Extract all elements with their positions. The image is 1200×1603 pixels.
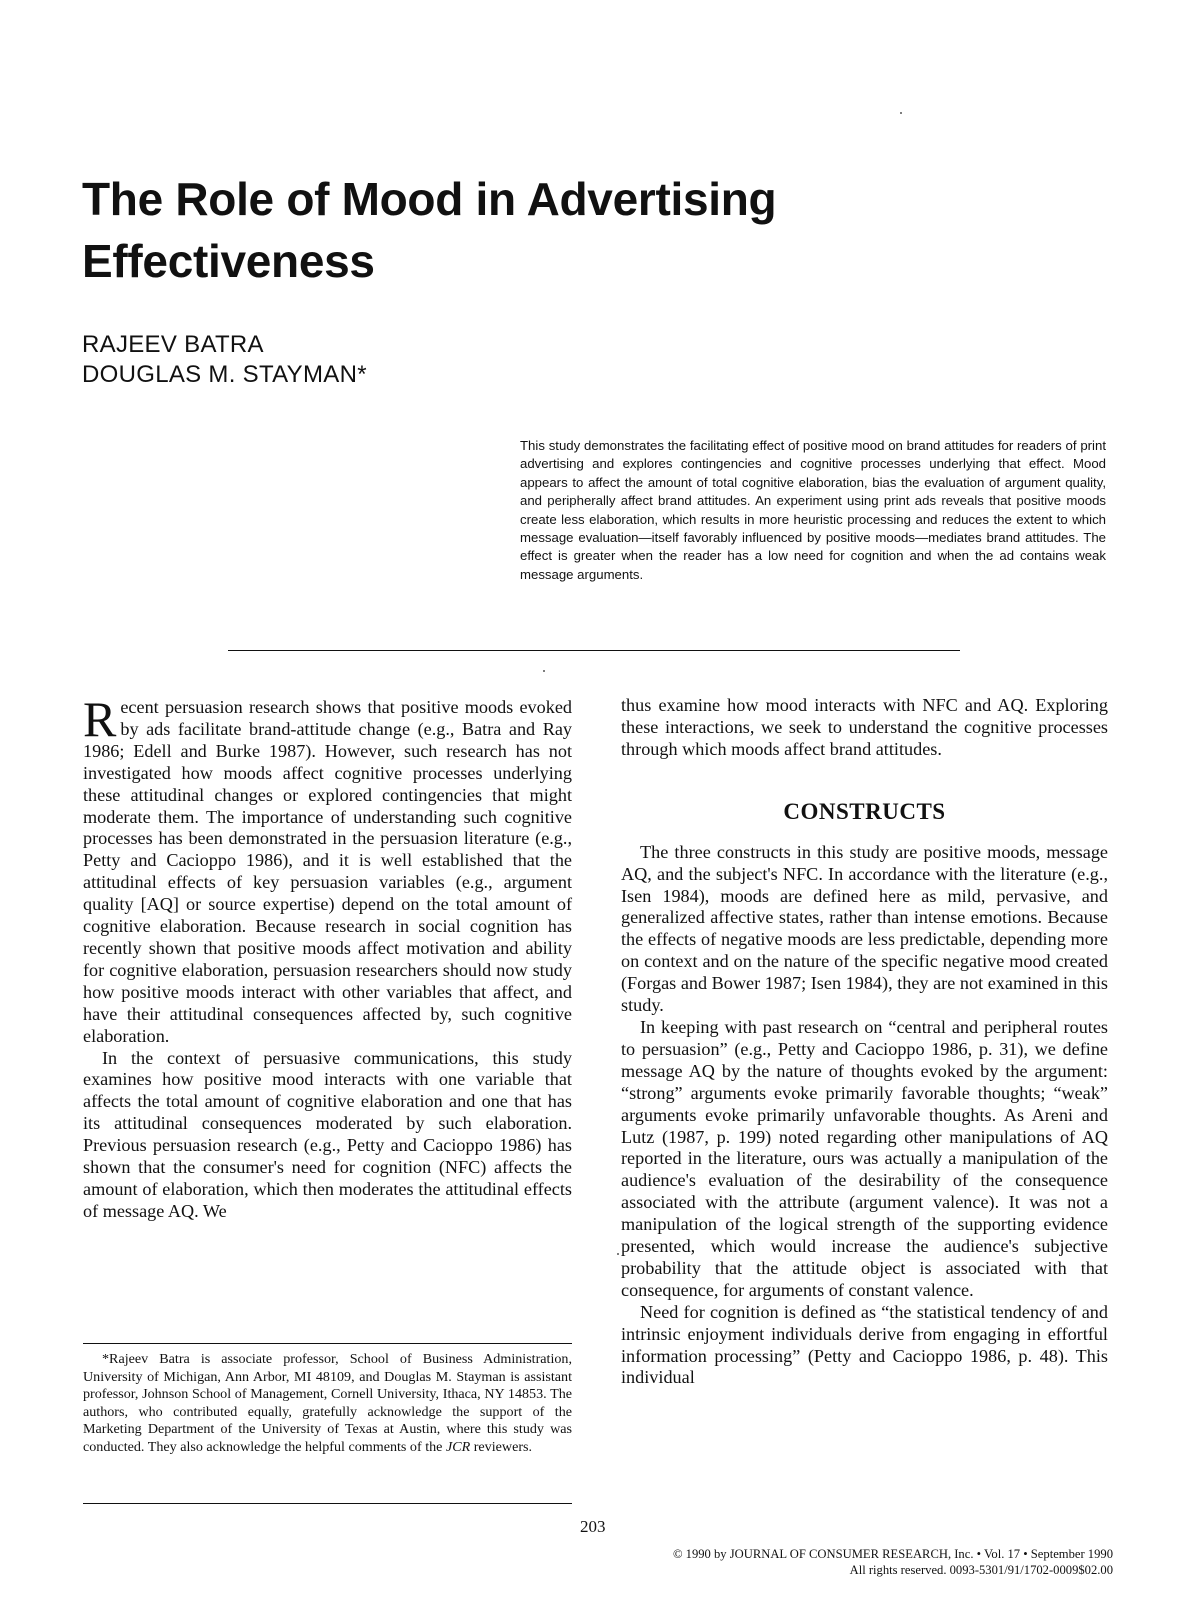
intro-paragraph-text: ecent persuasion research shows that positive moods evoked by ads facilitate brand-attitude change (e.g., Batra and Ray 1986; Edell and Burke 1987). However, such research has not investigated how moods affect cognitive processes underlying these attitudinal changes or explored contingencies that might moderate them. The importance of understanding such cognitive processes has been demonstrated in the persuasion literature (e.g., Petty and Cacioppo 1986), and it is well established that the attitudinal effects of key persuasion variables (e.g., argument quality [AQ] or source expertise) depend on the total amount of cognitive elaboration. Because research in social cognition has recently shown that positive moods affect motivation and ability for cognitive elaboration, persuasion researchers should now study how positive moods interact with other variables that affect, and have their attitudinal consequences affected by, such cognitive elaboration.	[83, 697, 572, 1046]
article-title: The Role of Mood in Advertising Effectiveness	[82, 173, 777, 287]
body-paragraph: In keeping with past research on “central and peripheral routes to persuasion” (e.g., Petty and Cacioppo 1986, p. 31), we define message AQ by the nature of thoughts evoked by the argument: “strong” arguments evoke primarily favorable thoughts; “weak” arguments evoke primarily unfavorable thoughts. As Areni and Lutz (1987, p. 199) noted regarding other manipulations of AQ reported in the literature, ours was actually a manipulation of the audience's evaluation of the desirability of the consequence associated with the attribute (argument valence). It was not a manipulation of the logical strength of the supporting evidence presented, which would increase the audience's subjective probability that the attitude object is associated with that consequence, for arguments of constant valence.	[621, 1016, 1108, 1300]
author-list	[82, 330, 367, 390]
right-column	[621, 695, 1108, 1389]
author-name: RAJEEV BATRA	[82, 331, 264, 358]
footnote-rule-top	[83, 1343, 572, 1344]
footnote-text: *Rajeev Batra is associate professor, School of Business Administration, University of Michigan, Ann Arbor, MI 48109, and Douglas M. Stayman is assistant professor, Johnson School of Management, Cornell University, Ithaca, NY 14853. The authors, who contributed equally, gratefully acknowledge the support of the Marketing Department of the University of Texas at Austin, where this study was conducted. They also acknowledge the helpful comments of the	[83, 1351, 572, 1455]
copyright-line: © 1990 by JOURNAL OF CONSUMER RESEARCH, Inc. • Vol. 17 • September 1990	[672, 1547, 1113, 1561]
journal-abbreviation: JCR	[445, 1438, 471, 1455]
scan-speck	[543, 670, 545, 672]
body-paragraph: The three constructs in this study are positive moods, message AQ, and the subject's NFC. In accordance with the literature (e.g., Isen 1984), moods are defined here as mild, pervasive, and generalized affective states, rather than intense emotions. Because the effects of negative moods are less predictable, depending more on context and on the nature of the specific negative mood created (Forgas and Bower 1987; Isen 1984), they are not examined in this study.	[621, 841, 1108, 1016]
author-footnote	[83, 1351, 572, 1457]
body-paragraph: Need for cognition is defined as “the statistical tendency of and intrinsic enjoyment individuals derive from engaging in effortful information processing” (Petty and Cacioppo 1986, p. 48). This individual	[621, 1301, 1108, 1388]
left-column	[83, 691, 572, 1223]
footnote-rule-bottom	[83, 1503, 572, 1504]
scan-speck	[900, 112, 902, 114]
body-paragraph: thus examine how mood interacts with NFC and AQ. Exploring these interactions, we seek to understand the cognitive processes through which moods affect brand attitudes.	[621, 695, 1108, 759]
author-name: DOUGLAS M. STAYMAN*	[82, 361, 367, 388]
footnote-text-end: reviewers.	[470, 1438, 533, 1455]
scan-speck	[617, 1253, 619, 1255]
rights-line: All rights reserved. 0093-5301/91/1702-0009$02.00	[849, 1563, 1113, 1577]
intro-paragraph	[83, 691, 572, 1048]
copyright-block	[673, 1546, 1113, 1578]
body-paragraph: In the context of persuasive communications, this study examines how positive mood interacts with one variable that affects the total amount of cognitive elaboration and one that has its attitudinal consequences moderated by such elaboration. Previous persuasion research (e.g., Petty and Cacioppo 1986) has shown that the consumer's need for cognition (NFC) affects the amount of elaboration, which then moderates the attitudinal effects of message AQ. We	[83, 1047, 572, 1221]
abstract-divider	[228, 650, 960, 651]
page-number: 203	[580, 1517, 606, 1536]
section-heading: CONSTRUCTS	[783, 798, 946, 824]
abstract: This study demonstrates the facilitating effect of positive mood on brand attitudes for readers of print advertising and explores contingencies and cognitive processes underlying that effect. Mood appears to affect the amount of total cognitive elaboration, bias the evaluation of argument quality, and peripherally affect brand attitudes. An experiment using print ads reveals that positive moods create less elaboration, which results in more heuristic processing and reduces the extent to which message evaluation—itself favorably influenced by positive moods—mediates brand attitudes. The effect is greater when the reader has a low need for cognition and when the ad contains weak message arguments.	[520, 438, 1106, 582]
drop-cap: R	[83, 691, 117, 747]
